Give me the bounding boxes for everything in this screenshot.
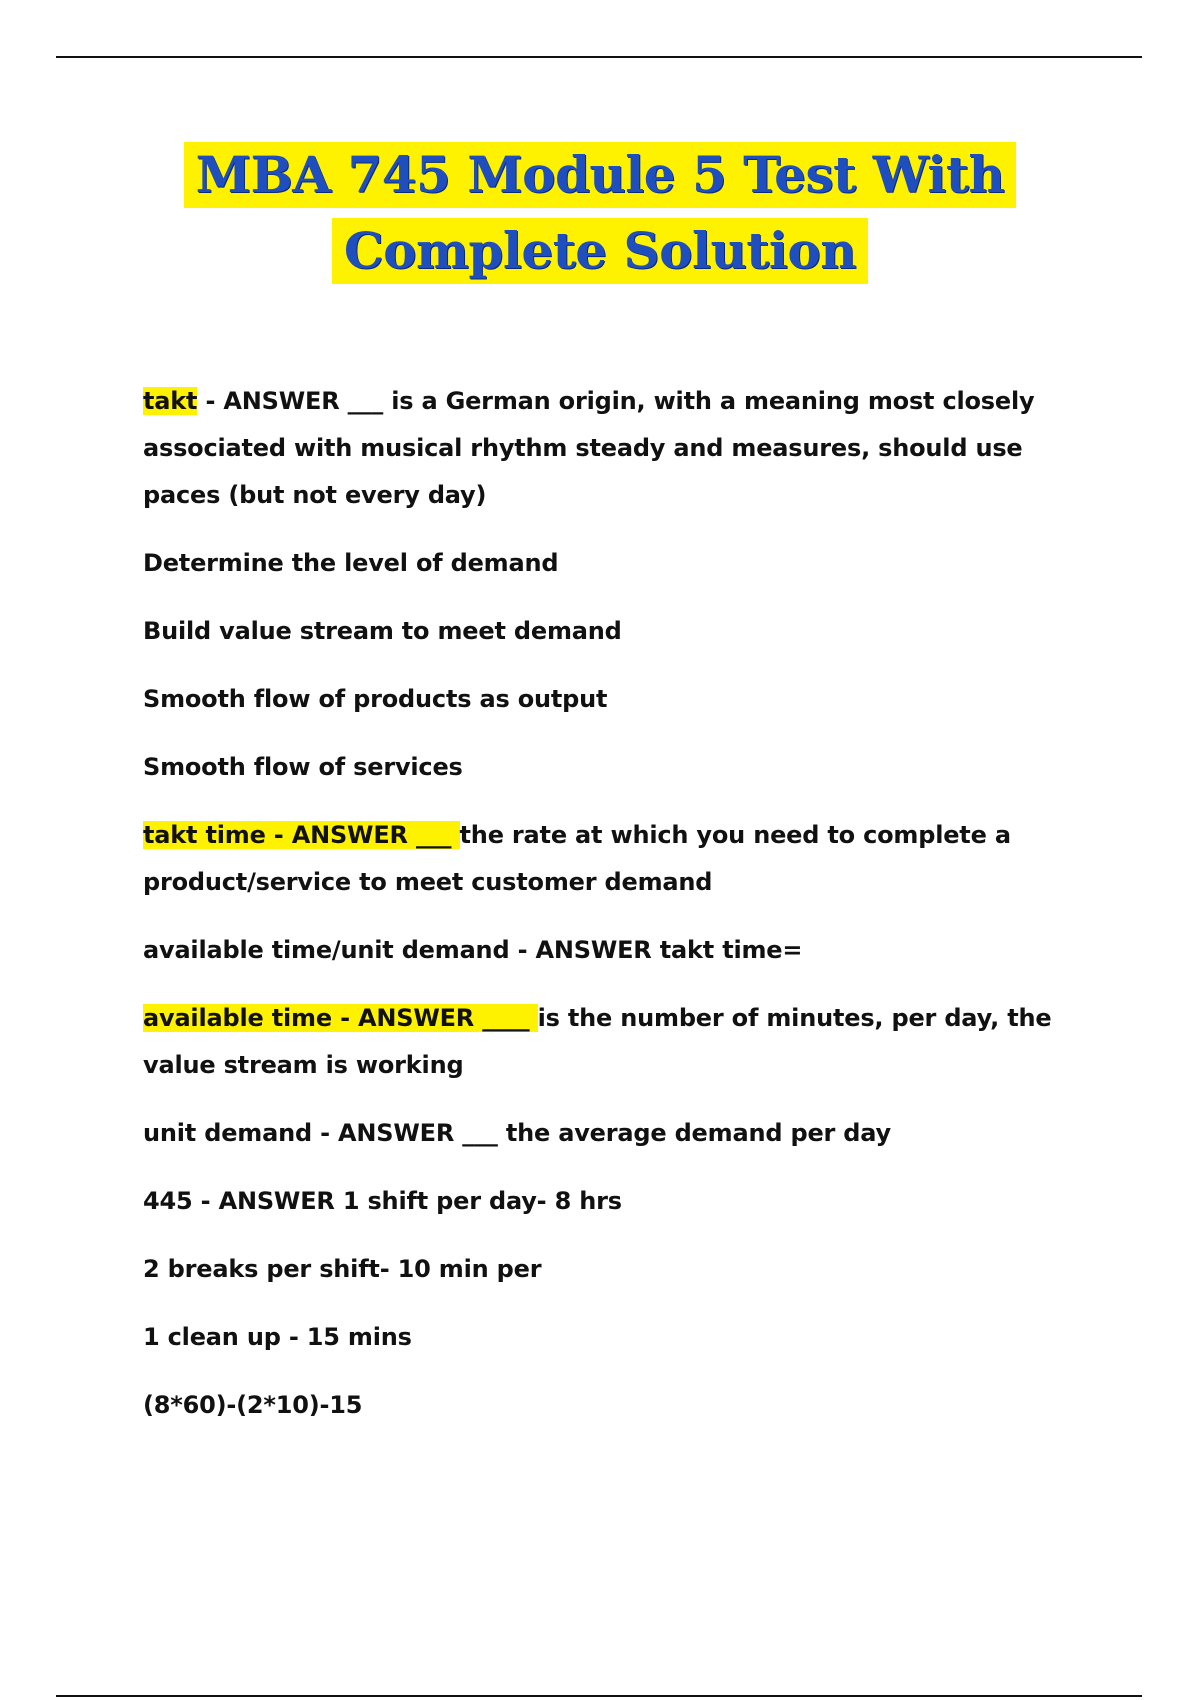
qa-entry (143, 812, 1083, 906)
qa-entry: 1 clean up - 15 mins (143, 1323, 412, 1351)
document-title (0, 142, 1200, 284)
qa-entry: Smooth flow of products as output (143, 685, 608, 713)
qa-entry: 2 breaks per shift- 10 min per (143, 1255, 542, 1283)
entry-text: is the number of minutes, per day, the value stream is working (143, 1004, 1052, 1079)
qa-entry: (8*60)-(2*10)-15 (143, 1391, 363, 1419)
entry-text: the rate at which you need to complete a product/service to meet customer demand (143, 821, 1011, 896)
qa-entry (143, 378, 1083, 519)
highlighted-term: available time - ANSWER ____ (143, 1004, 538, 1032)
qa-entry: available time/unit demand - ANSWER takt time= (143, 936, 803, 964)
entry-text: - ANSWER ___ is a German origin, with a meaning most closely associated with musical rhythm steady and measures, should use paces (but not every day) (143, 387, 1035, 509)
qa-entry: unit demand - ANSWER ___ the average demand per day (143, 1119, 891, 1147)
qa-content (143, 378, 1083, 1450)
highlighted-term: takt (143, 387, 198, 415)
top-rule (56, 56, 1142, 58)
qa-entry (143, 995, 1083, 1089)
qa-entry: Build value stream to meet demand (143, 617, 622, 645)
title-line-2: Complete Solution (332, 218, 868, 284)
qa-entry: Determine the level of demand (143, 549, 559, 577)
highlighted-term: takt time - ANSWER ___ (143, 821, 460, 849)
qa-entry: 445 - ANSWER 1 shift per day- 8 hrs (143, 1187, 622, 1215)
bottom-rule (56, 1695, 1142, 1697)
title-line-1: MBA 745 Module 5 Test With (184, 142, 1017, 208)
qa-entry: Smooth flow of services (143, 753, 463, 781)
